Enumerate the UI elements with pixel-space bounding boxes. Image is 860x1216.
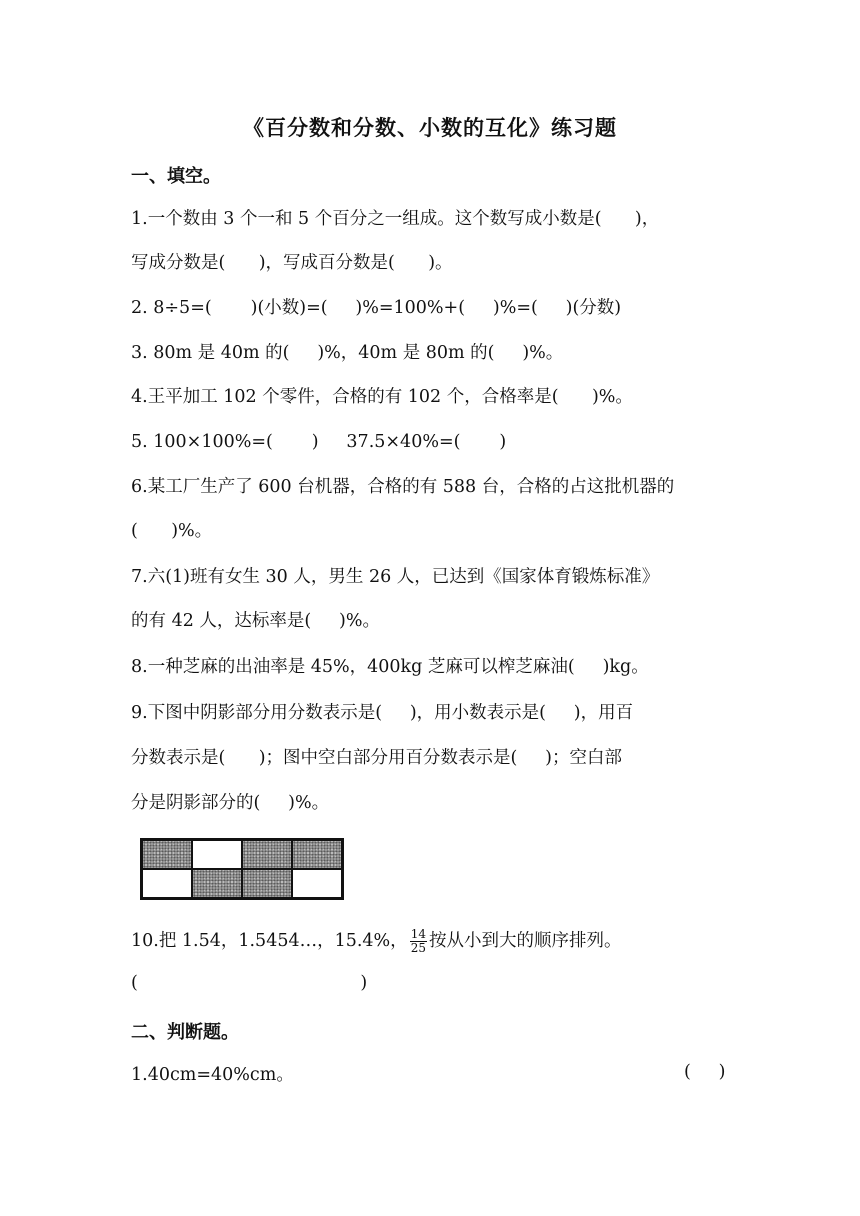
question-1-line-2: 写成分数是( )，写成百分数是( )。 xyxy=(131,253,453,273)
section-heading-judgement: 二、判断题。 xyxy=(131,1022,239,1043)
judgement-1: 1.40cm=40%cm。 xyxy=(131,1065,294,1085)
question-5: 5. 100×100%=( ) 37.5×40%=( ) xyxy=(131,432,507,452)
grid-cell-shaded xyxy=(242,869,292,898)
question-9-line-2: 分数表示是( )；图中空白部分用百分数表示是( )；空白部 xyxy=(131,748,622,768)
question-8: 8.一种芝麻的出油率是 45%，400kg 芝麻可以榨芝麻油( )kg。 xyxy=(131,657,649,677)
grid-cell-shaded xyxy=(192,869,242,898)
question-10-suffix: 按从小到大的顺序排列。 xyxy=(428,931,622,951)
question-10-answer-line: ( ) xyxy=(131,973,368,993)
question-9-line-3: 分是阴影部分的( )%。 xyxy=(131,793,330,813)
judgement-1-answer-paren: ( ) xyxy=(684,1062,726,1082)
fraction-denominator: 25 xyxy=(410,941,426,955)
grid-cell-blank xyxy=(142,869,192,898)
grid-cell-blank xyxy=(192,840,242,869)
question-1-line-1: 1.一个数由 3 个一和 5 个百分之一组成。这个数写成小数是( )， xyxy=(131,209,660,229)
grid-cell-shaded xyxy=(142,840,192,869)
page-title: 《百分数和分数、小数的互化》练习题 xyxy=(243,116,617,140)
question-4: 4.王平加工 102 个零件，合格的有 102 个，合格率是( )%。 xyxy=(131,387,633,407)
grid-cell-shaded xyxy=(242,840,292,869)
question-10-prefix: 10.把 1.54，1.5454…，15.4%， xyxy=(131,931,408,951)
question-10-line-1 xyxy=(131,928,621,955)
question-6-line-2: ( )%。 xyxy=(131,521,213,541)
section-heading-fill-blank: 一、填空。 xyxy=(131,166,221,187)
grid-cell-blank xyxy=(292,869,342,898)
question-3: 3. 80m 是 40m 的( )%，40m 是 80m 的( )%。 xyxy=(131,343,564,363)
question-2: 2. 8÷5=( )(小数)=( )%=100%+( )%=( )(分数) xyxy=(131,298,622,318)
fraction xyxy=(410,928,427,955)
question-7-line-2: 的有 42 人，达标率是( )%。 xyxy=(131,611,380,631)
question-7-line-1: 7.六(1)班有女生 30 人，男生 26 人，已达到《国家体育锻炼标准》 xyxy=(131,567,660,587)
fraction-numerator: 14 xyxy=(410,927,426,941)
grid-cell-shaded xyxy=(292,840,342,869)
shaded-grid-figure xyxy=(140,838,344,900)
question-9-line-1: 9.下图中阴影部分用分数表示是( )，用小数表示是( )，用百 xyxy=(131,703,634,723)
question-6-line-1: 6.某工厂生产了 600 台机器，合格的有 588 台，合格的占这批机器的 xyxy=(131,477,675,497)
